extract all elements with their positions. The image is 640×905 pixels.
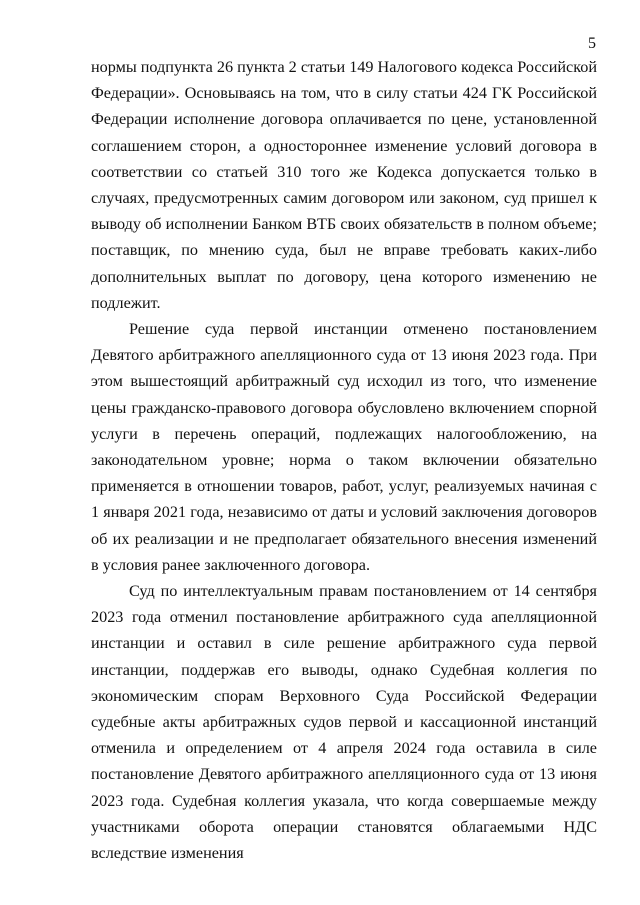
paragraph-ip-court-decision: Суд по интеллектуальным правам постановлением от 14 сентября 2023 года отменил постановление арбитражного суда апелляционной инстанции и оставил в силе решение арбитражного суда первой инстанции, поддержав его выводы, однако Судебная коллегия по экономическим спорам Верховного Суда Российской Федерации судебные акты арбитражных судов первой и кассационной инстанций отменила и определением от 4 апреля 2024 года оставила в силе постановление Девятого арбитражного апелляционного суда от 13 июня 2023 года. Судебная коллегия указала, что когда совершаемые между участниками оборота операции становятся облагаемыми НДС вследствие изменения xyxy=(91,582,597,863)
document-body xyxy=(91,54,597,866)
page-number: 5 xyxy=(588,35,596,52)
paragraph-continuation: нормы подпункта 26 пункта 2 статьи 149 Налогового кодекса Российской Федерации». Основываясь на том, что в силу статьи 424 ГК Российской Федерации исполнение договора оплачивается по цене, установленной соглашением сторон, а одностороннее изменение условий договора в соответствии со статьей 310 того же Кодекса допускается только в случаях, предусмотренных самим договором или законом, суд пришел к выводу об исполнении Банком ВТБ своих обязательств в полном объеме; поставщик, по мнению суда, был не вправе требовать каких-либо дополнительных выплат по договору, цена которого изменению не подлежит. xyxy=(91,58,597,312)
paragraph-appeal-decision: Решение суда первой инстанции отменено постановлением Девятого арбитражного апелляционного суда от 13 июня 2023 года. При этом вышестоящий арбитражный суд исходил из того, что изменение цены гражданско-правового договора обусловлено включением спорной услуги в перечень операций, подлежащих налогообложению, на законодательном уровне; норма о таком включении обязательно применяется в отношении товаров, работ, услуг, реализуемых начиная с 1 января 2021 года, независимо от даты и условий заключения договоров об их реализации и не предполагает обязательного внесения изменений в условия ранее заключенного договора. xyxy=(91,320,597,574)
